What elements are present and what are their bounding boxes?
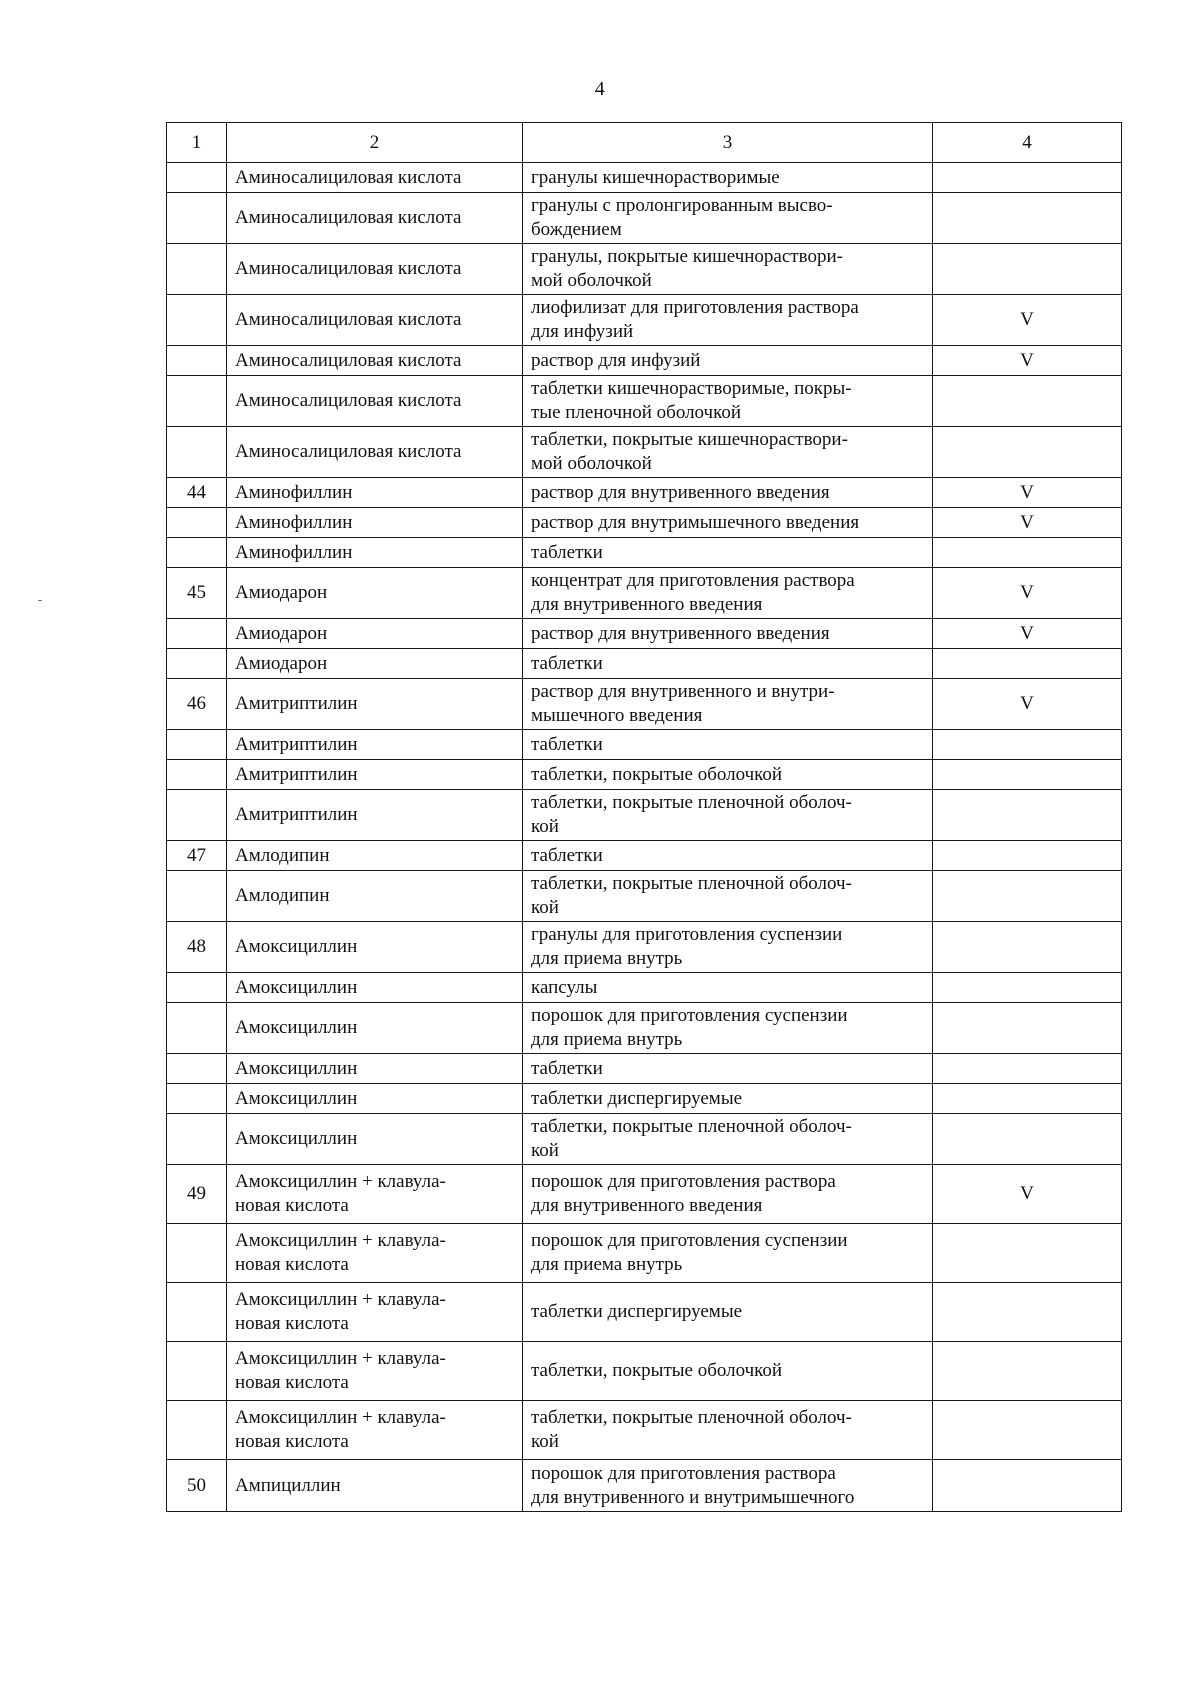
dosage-form-cell: таблетки, покрытые пленочной оболоч- кой [523, 1401, 933, 1460]
dosage-form-cell: таблетки [523, 649, 933, 679]
table-row [167, 871, 1122, 922]
table-row [167, 1224, 1122, 1283]
drug-name-cell: Амоксициллин [227, 922, 523, 973]
mark-cell [933, 163, 1122, 193]
drug-name-cell: Амитриптилин [227, 790, 523, 841]
row-number-cell [167, 346, 227, 376]
row-number-cell [167, 1224, 227, 1283]
dosage-form-cell: порошок для приготовления раствора для внутривенного введения [523, 1165, 933, 1224]
dosage-form-cell: таблетки диспергируемые [523, 1283, 933, 1342]
drug-name-cell: Аминофиллин [227, 508, 523, 538]
drug-name-cell: Амиодарон [227, 649, 523, 679]
drug-name-cell: Аминосалициловая кислота [227, 376, 523, 427]
header-col-1: 1 [167, 123, 227, 163]
table-row [167, 427, 1122, 478]
drug-name-cell: Аминосалициловая кислота [227, 163, 523, 193]
table-row [167, 730, 1122, 760]
scan-artifact [38, 600, 42, 601]
mark-cell [933, 841, 1122, 871]
drug-name-cell: Амоксициллин + клавула- новая кислота [227, 1401, 523, 1460]
drug-name-cell: Аминосалициловая кислота [227, 346, 523, 376]
drug-name-cell: Амоксициллин + клавула- новая кислота [227, 1224, 523, 1283]
dosage-form-cell: таблетки диспергируемые [523, 1084, 933, 1114]
table-row [167, 1283, 1122, 1342]
mark-cell [933, 1003, 1122, 1054]
mark-cell: V [933, 1165, 1122, 1224]
row-number-cell: 46 [167, 679, 227, 730]
dosage-form-cell: раствор для внутривенного введения [523, 619, 933, 649]
row-number-cell [167, 1003, 227, 1054]
row-number-cell: 44 [167, 478, 227, 508]
drug-name-cell: Ампициллин [227, 1460, 523, 1512]
dosage-form-cell: концентрат для приготовления раствора для внутривенного введения [523, 568, 933, 619]
row-number-cell [167, 1283, 227, 1342]
table-row [167, 922, 1122, 973]
dosage-form-cell: капсулы [523, 973, 933, 1003]
drug-name-cell: Аминофиллин [227, 538, 523, 568]
row-number-cell [167, 163, 227, 193]
dosage-form-cell: порошок для приготовления суспензии для приема внутрь [523, 1003, 933, 1054]
mark-cell [933, 922, 1122, 973]
mark-cell: V [933, 679, 1122, 730]
table-row [167, 841, 1122, 871]
table-row [167, 1342, 1122, 1401]
drug-name-cell: Амиодарон [227, 619, 523, 649]
drug-name-cell: Амитриптилин [227, 730, 523, 760]
row-number-cell: 48 [167, 922, 227, 973]
row-number-cell [167, 295, 227, 346]
table-row [167, 1460, 1122, 1512]
dosage-form-cell: таблетки, покрытые пленочной оболоч- кой [523, 1114, 933, 1165]
table-row [167, 1165, 1122, 1224]
dosage-form-cell: порошок для приготовления раствора для внутривенного и внутримышечного [523, 1460, 933, 1512]
row-number-cell [167, 1054, 227, 1084]
mark-cell [933, 1114, 1122, 1165]
row-number-cell [167, 871, 227, 922]
drug-name-cell: Амоксициллин + клавула- новая кислота [227, 1165, 523, 1224]
drug-name-cell: Амиодарон [227, 568, 523, 619]
row-number-cell [167, 649, 227, 679]
row-number-cell [167, 730, 227, 760]
dosage-form-cell: таблетки [523, 730, 933, 760]
dosage-form-cell: таблетки, покрытые пленочной оболоч- кой [523, 871, 933, 922]
row-number-cell [167, 1084, 227, 1114]
mark-cell: V [933, 478, 1122, 508]
table-row [167, 346, 1122, 376]
mark-cell [933, 760, 1122, 790]
drug-name-cell: Амлодипин [227, 871, 523, 922]
drug-name-cell: Амитриптилин [227, 679, 523, 730]
mark-cell [933, 1342, 1122, 1401]
table-row [167, 508, 1122, 538]
mark-cell [933, 1460, 1122, 1512]
drug-name-cell: Амоксициллин + клавула- новая кислота [227, 1283, 523, 1342]
dosage-form-cell: гранулы для приготовления суспензии для приема внутрь [523, 922, 933, 973]
drug-name-cell: Амоксициллин [227, 1003, 523, 1054]
dosage-form-cell: таблетки кишечнорастворимые, покры- тые пленочной оболочкой [523, 376, 933, 427]
drug-name-cell: Амоксициллин [227, 1084, 523, 1114]
table-row [167, 760, 1122, 790]
row-number-cell [167, 1401, 227, 1460]
dosage-form-cell: таблетки, покрытые пленочной оболоч- кой [523, 790, 933, 841]
row-number-cell [167, 244, 227, 295]
mark-cell [933, 649, 1122, 679]
mark-cell [933, 973, 1122, 1003]
table-row [167, 1003, 1122, 1054]
table-row [167, 790, 1122, 841]
dosage-form-cell: таблетки [523, 841, 933, 871]
mark-cell [933, 790, 1122, 841]
header-col-3: 3 [523, 123, 933, 163]
mark-cell [933, 427, 1122, 478]
dosage-form-cell: раствор для внутривенного и внутри- мышечного введения [523, 679, 933, 730]
dosage-form-cell: раствор для инфузий [523, 346, 933, 376]
table-row [167, 1054, 1122, 1084]
table-row [167, 679, 1122, 730]
row-number-cell [167, 1114, 227, 1165]
row-number-cell [167, 508, 227, 538]
table-row [167, 568, 1122, 619]
drug-name-cell: Амоксициллин [227, 1114, 523, 1165]
dosage-form-cell: таблетки, покрытые оболочкой [523, 760, 933, 790]
mark-cell: V [933, 295, 1122, 346]
row-number-cell [167, 760, 227, 790]
mark-cell [933, 1401, 1122, 1460]
dosage-form-cell: раствор для внутримышечного введения [523, 508, 933, 538]
header-col-4: 4 [933, 123, 1122, 163]
mark-cell: V [933, 619, 1122, 649]
mark-cell: V [933, 508, 1122, 538]
table-row [167, 244, 1122, 295]
dosage-form-cell: таблетки, покрытые кишечнораствори- мой оболочкой [523, 427, 933, 478]
drug-name-cell: Аминосалициловая кислота [227, 295, 523, 346]
table-row [167, 478, 1122, 508]
mark-cell [933, 730, 1122, 760]
table-row [167, 1084, 1122, 1114]
table-row [167, 295, 1122, 346]
row-number-cell [167, 538, 227, 568]
drug-name-cell: Амитриптилин [227, 760, 523, 790]
mark-cell [933, 871, 1122, 922]
header-col-2: 2 [227, 123, 523, 163]
table-row [167, 193, 1122, 244]
row-number-cell: 50 [167, 1460, 227, 1512]
table-header-row [167, 123, 1122, 163]
drug-name-cell: Аминофиллин [227, 478, 523, 508]
row-number-cell [167, 790, 227, 841]
row-number-cell: 49 [167, 1165, 227, 1224]
dosage-form-cell: таблетки [523, 538, 933, 568]
dosage-form-cell: таблетки, покрытые оболочкой [523, 1342, 933, 1401]
drug-name-cell: Амоксициллин [227, 1054, 523, 1084]
dosage-form-cell: лиофилизат для приготовления раствора для инфузий [523, 295, 933, 346]
dosage-form-cell: таблетки [523, 1054, 933, 1084]
mark-cell [933, 1054, 1122, 1084]
dosage-form-cell: раствор для внутривенного введения [523, 478, 933, 508]
table-row [167, 619, 1122, 649]
dosage-form-cell: гранулы, покрытые кишечнораствори- мой оболочкой [523, 244, 933, 295]
mark-cell [933, 193, 1122, 244]
drug-name-cell: Амлодипин [227, 841, 523, 871]
drug-name-cell: Аминосалициловая кислота [227, 193, 523, 244]
row-number-cell: 47 [167, 841, 227, 871]
mark-cell [933, 1084, 1122, 1114]
drug-name-cell: Амоксициллин [227, 973, 523, 1003]
row-number-cell [167, 193, 227, 244]
row-number-cell [167, 376, 227, 427]
mark-cell [933, 538, 1122, 568]
mark-cell: V [933, 568, 1122, 619]
table-row [167, 538, 1122, 568]
row-number-cell [167, 973, 227, 1003]
dosage-form-cell: гранулы кишечнорастворимые [523, 163, 933, 193]
table-row [167, 973, 1122, 1003]
mark-cell: V [933, 346, 1122, 376]
drug-name-cell: Аминосалициловая кислота [227, 244, 523, 295]
drug-name-cell: Амоксициллин + клавула- новая кислота [227, 1342, 523, 1401]
table-row [167, 376, 1122, 427]
mark-cell [933, 244, 1122, 295]
row-number-cell [167, 1342, 227, 1401]
page-number: 4 [594, 78, 606, 100]
row-number-cell: 45 [167, 568, 227, 619]
dosage-form-cell: гранулы с пролонгированным высво- бождением [523, 193, 933, 244]
table-row [167, 1401, 1122, 1460]
dosage-form-cell: порошок для приготовления суспензии для приема внутрь [523, 1224, 933, 1283]
table-row [167, 163, 1122, 193]
mark-cell [933, 1283, 1122, 1342]
mark-cell [933, 1224, 1122, 1283]
row-number-cell [167, 619, 227, 649]
drug-list-table [166, 122, 1122, 1512]
drug-name-cell: Аминосалициловая кислота [227, 427, 523, 478]
table-row [167, 1114, 1122, 1165]
table-row [167, 649, 1122, 679]
mark-cell [933, 376, 1122, 427]
row-number-cell [167, 427, 227, 478]
